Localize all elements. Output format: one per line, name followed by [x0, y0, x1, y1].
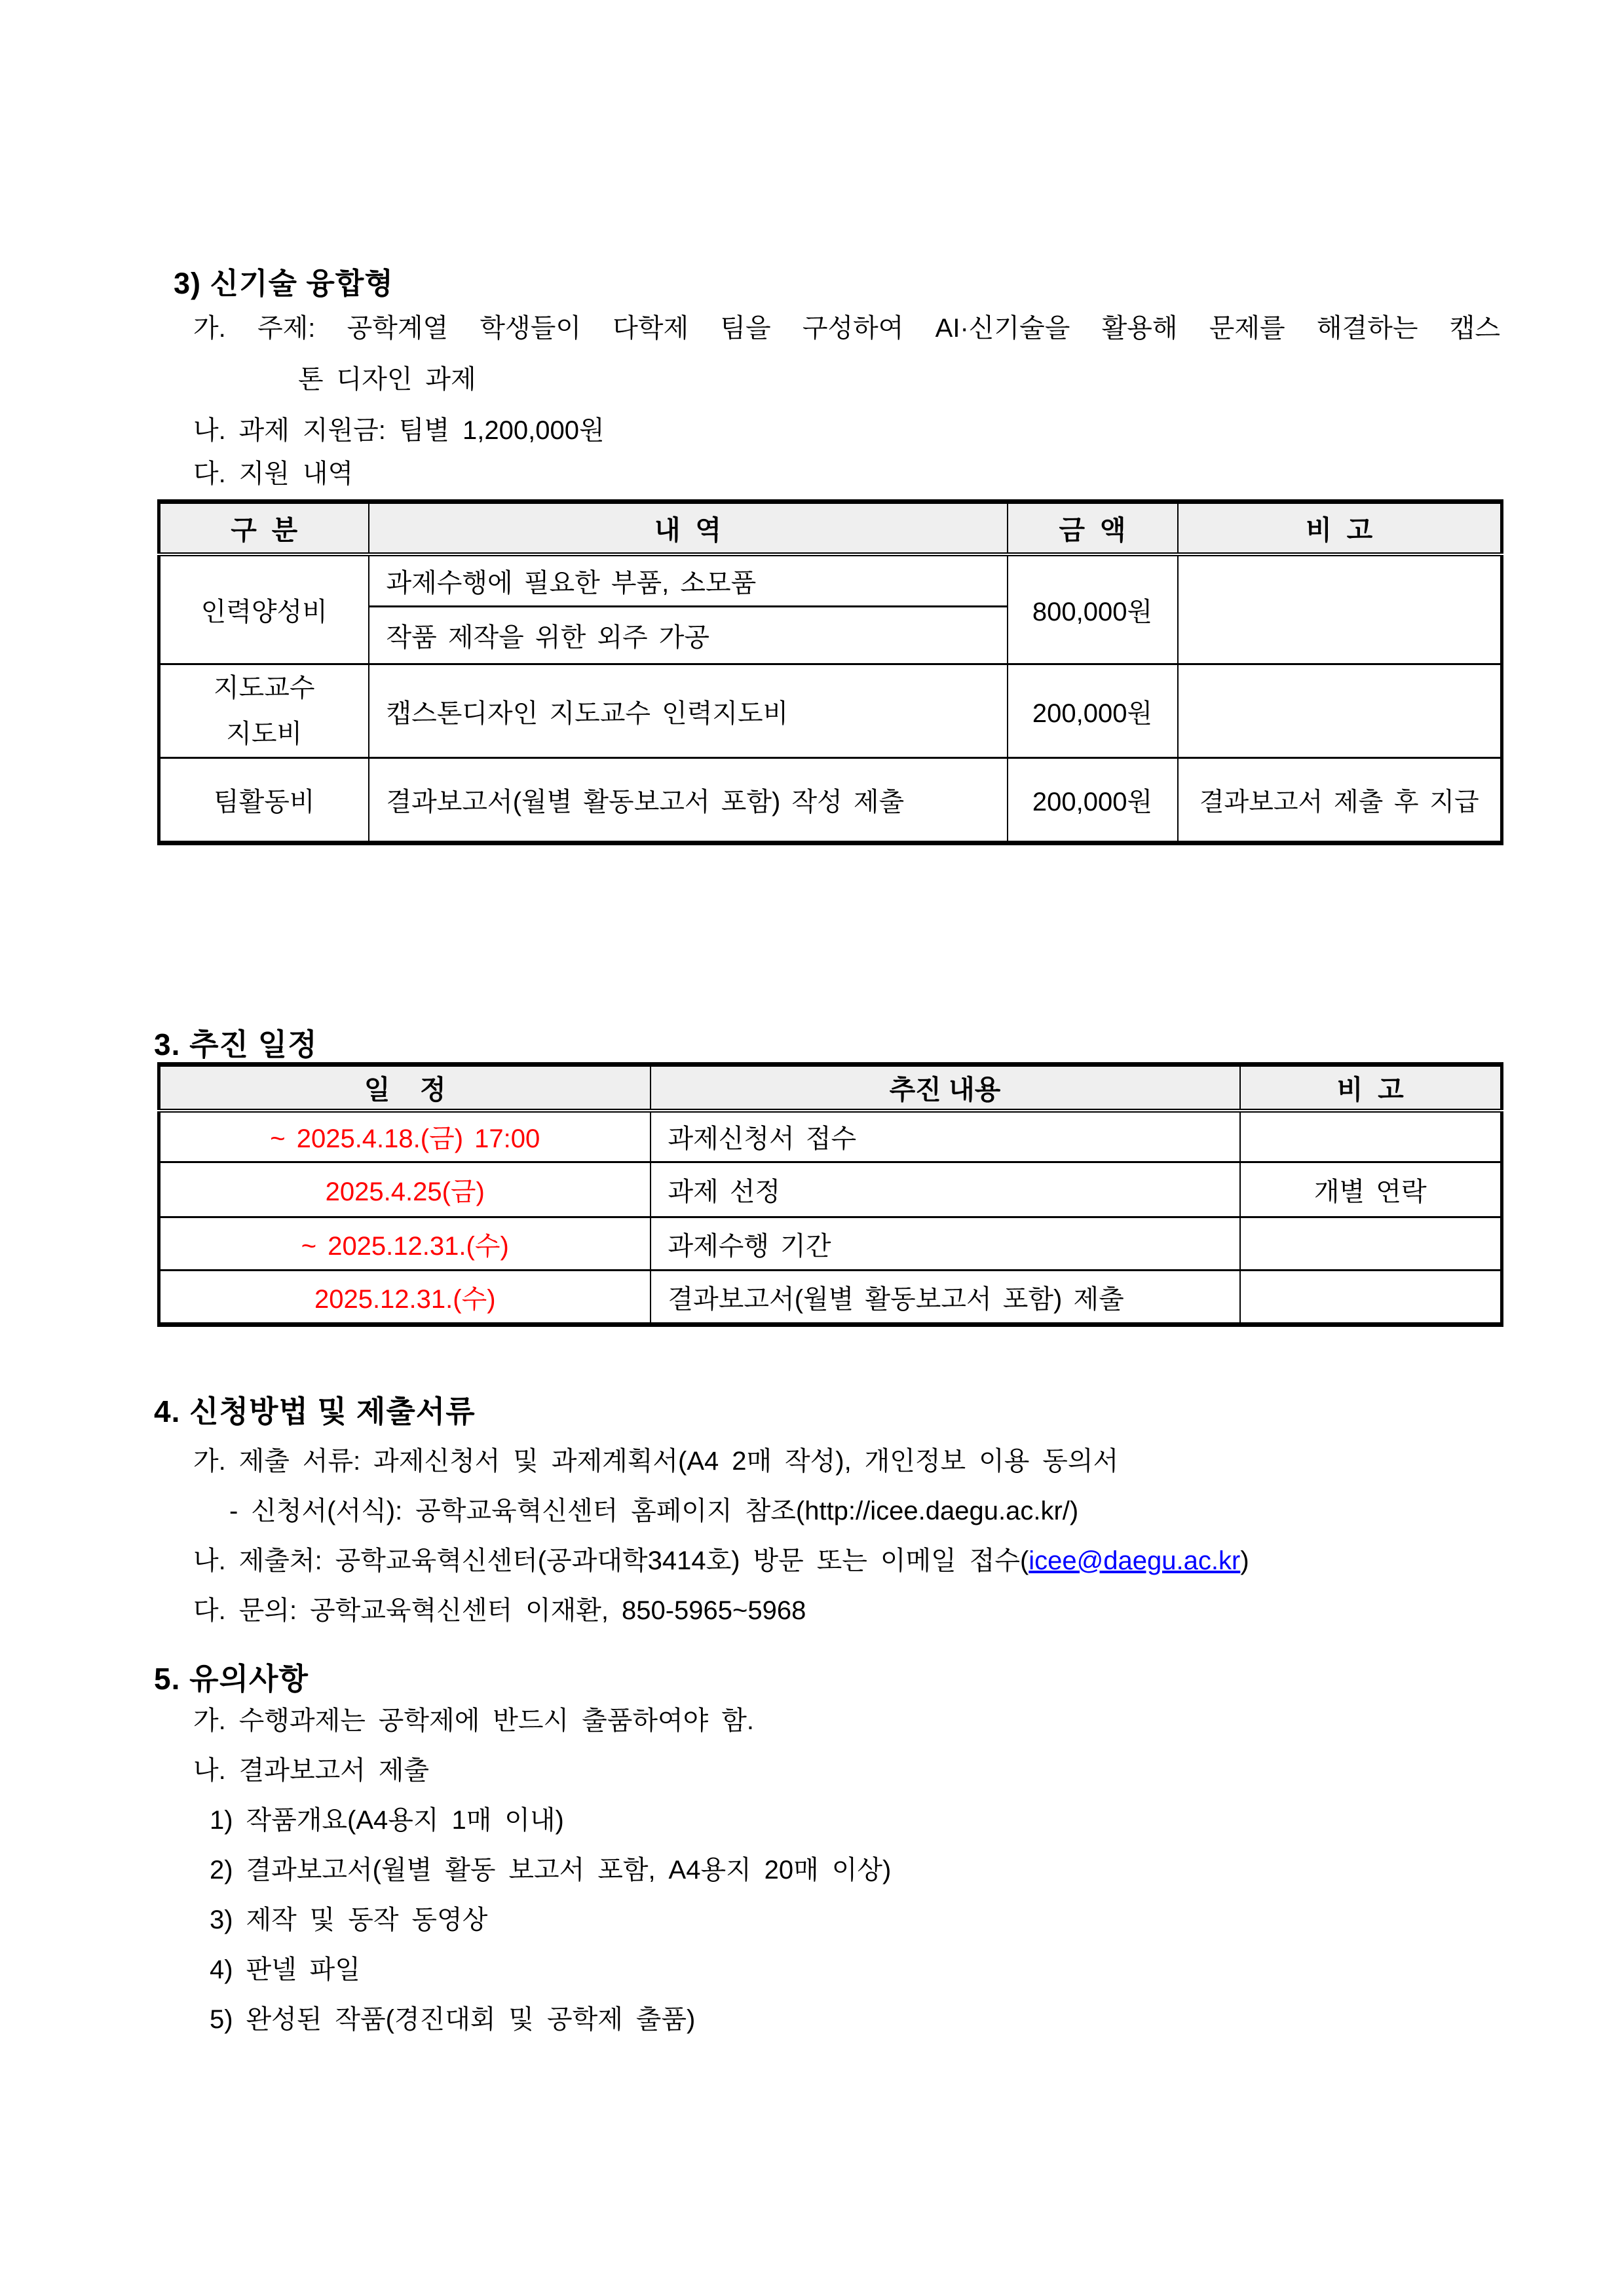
notice-list-item-2: 2) 결과보고서(월별 활동 보고서 포함, A4용지 20매 이상) [210, 1856, 892, 1885]
support-th-amount: 금 액 [1008, 502, 1178, 554]
topic-line-1: 가. 주제: 공학계열 학생들이 다학제 팀을 구성하여 AI·신기술을 활용해 문제를 해결하는 캡스 [193, 314, 1500, 343]
schedule-note-4 [1240, 1271, 1502, 1325]
notice-list-item-4: 4) 판넬 파일 [210, 1955, 360, 1984]
schedule-table [157, 1062, 1503, 1327]
submission-place-line [193, 1544, 1249, 1577]
application-documents-line: 가. 제출 서류: 과제신청서 및 과제계획서(A4 2매 작성), 개인정보 이용 동의서 [193, 1447, 1119, 1476]
email-link[interactable]: icee@daegu.ac.kr [1029, 1546, 1241, 1575]
schedule-th-date: 일 정 [159, 1065, 651, 1111]
notice-list-item-3: 3) 제작 및 동작 동영상 [210, 1905, 488, 1934]
subsection-heading-new-tech: 3) 신기술 융합형 [174, 267, 394, 300]
topic-line-2: 톤 디자인 과제 [298, 365, 476, 394]
section-heading-schedule: 3. 추진 일정 [154, 1027, 318, 1062]
schedule-note-2: 개별 연락 [1240, 1162, 1502, 1217]
schedule-date-4: 2025.12.31.(수) [159, 1271, 651, 1325]
support-cell-amount-1: 800,000원 [1008, 554, 1178, 664]
submission-place-suffix: ) [1240, 1546, 1249, 1575]
support-cell-category-2-line1: 지도교수 [213, 674, 315, 702]
application-form-line: - 신청서(서식): 공학교육혁신센터 홈페이지 참조(http://icee.daegu.ac.kr/) [229, 1497, 1079, 1525]
support-cell-amount-3: 200,000원 [1008, 758, 1178, 843]
support-details-table [157, 499, 1503, 845]
submission-place-text: 나. 제출처: 공학교육혁신센터(공과대학3414호) 방문 또는 이메일 접수( [193, 1546, 1029, 1575]
section-heading-application: 4. 신청방법 및 제출서류 [154, 1394, 476, 1428]
schedule-th-content: 추진 내용 [651, 1065, 1240, 1111]
notice-list-item-1: 1) 작품개요(A4용지 1매 이내) [210, 1806, 564, 1835]
support-cell-detail-3: 결과보고서(월별 활동보고서 포함) 작성 제출 [369, 758, 1008, 843]
notice-report-line: 나. 결과보고서 제출 [193, 1756, 430, 1785]
schedule-content-4: 결과보고서(월별 활동보고서 포함) 제출 [651, 1271, 1240, 1325]
schedule-note-3 [1240, 1217, 1502, 1271]
support-cell-note-3: 결과보고서 제출 후 지급 [1178, 758, 1502, 843]
support-th-note: 비 고 [1178, 502, 1502, 554]
support-cell-category-1: 인력양성비 [159, 554, 369, 664]
schedule-content-2: 과제 선정 [651, 1162, 1240, 1217]
contact-line: 다. 문의: 공학교육혁신센터 이재환, 850-5965~5968 [193, 1596, 806, 1625]
support-cell-detail-2: 캡스톤디자인 지도교수 인력지도비 [369, 664, 1008, 758]
section-heading-notice: 5. 유의사항 [154, 1662, 309, 1696]
notice-exhibit-line: 가. 수행과제는 공학제에 반드시 출품하여야 함. [193, 1706, 754, 1735]
support-th-category: 구 분 [159, 502, 369, 554]
schedule-date-1: ~ 2025.4.18.(금) 17:00 [159, 1111, 651, 1162]
support-cell-detail-1b: 작품 제작을 위한 외주 가공 [369, 607, 1008, 664]
support-cell-detail-1a: 과제수행에 필요한 부품, 소모품 [369, 554, 1008, 607]
schedule-content-1: 과제신청서 접수 [651, 1111, 1240, 1162]
support-cell-category-2 [159, 664, 369, 758]
support-cell-category-3: 팀활동비 [159, 758, 369, 843]
support-cell-note-2 [1178, 664, 1502, 758]
support-th-detail: 내 역 [369, 502, 1008, 554]
schedule-th-note: 비 고 [1240, 1065, 1502, 1111]
schedule-note-1 [1240, 1111, 1502, 1162]
grant-amount-line: 나. 과제 지원금: 팀별 1,200,000원 [193, 416, 605, 445]
support-cell-category-2-line2: 지도비 [226, 719, 303, 748]
schedule-date-3: ~ 2025.12.31.(수) [159, 1217, 651, 1271]
support-cell-note-1 [1178, 554, 1502, 664]
notice-list-item-5: 5) 완성된 작품(경진대회 및 공학제 출품) [210, 2005, 696, 2034]
schedule-date-2: 2025.4.25(금) [159, 1162, 651, 1217]
schedule-content-3: 과제수행 기간 [651, 1217, 1240, 1271]
support-details-label: 다. 지원 내역 [193, 459, 354, 488]
support-cell-amount-2: 200,000원 [1008, 664, 1178, 758]
